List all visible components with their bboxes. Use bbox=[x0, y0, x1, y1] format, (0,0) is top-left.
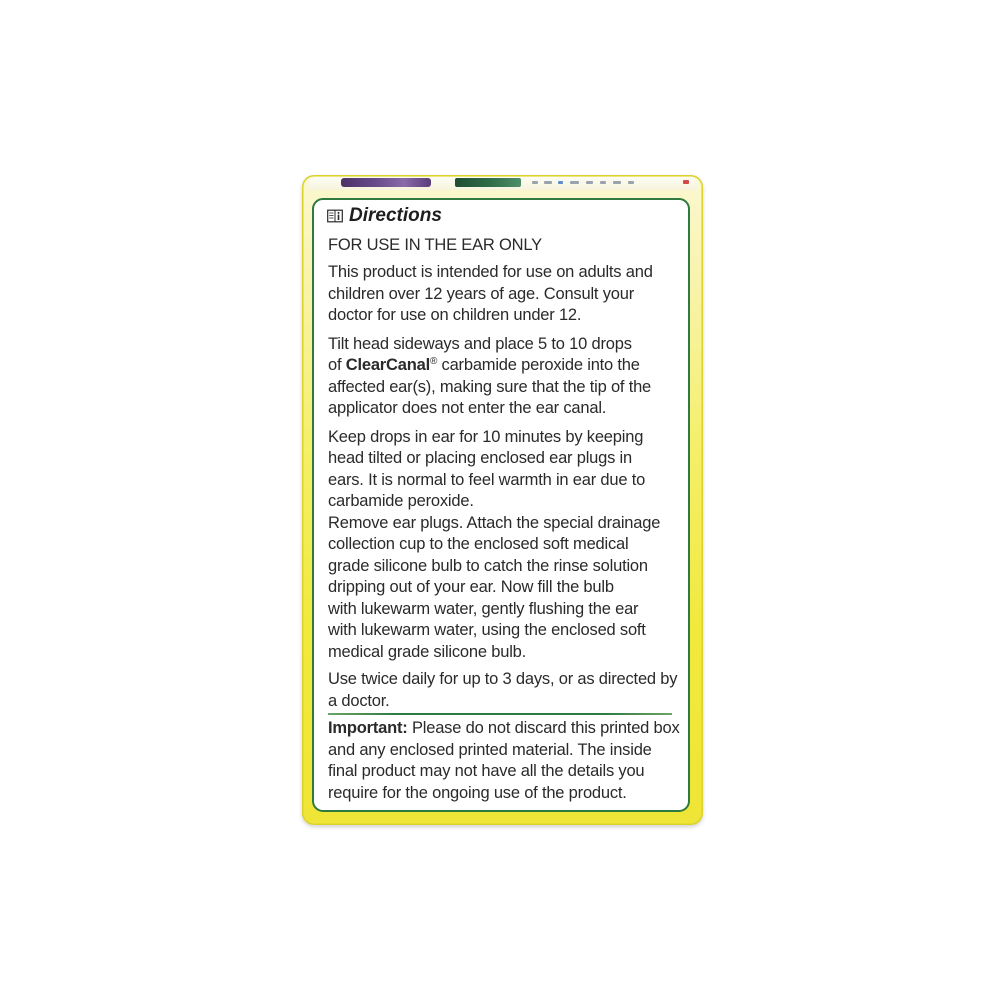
section-divider bbox=[328, 713, 672, 715]
text-line: ears. It is normal to feel warmth in ear due to bbox=[328, 470, 646, 489]
flap-purple-graphic bbox=[341, 178, 431, 187]
text-segment: Please do not discard this printed box bbox=[407, 719, 680, 738]
flap-symbol-mark bbox=[544, 181, 552, 184]
text-line: applicator does not enter the ear canal. bbox=[328, 399, 607, 417]
flap-symbol-mark bbox=[586, 181, 593, 184]
flap-red-mark bbox=[683, 180, 689, 184]
directions-title: Directions bbox=[349, 205, 442, 226]
registered-mark: ® bbox=[429, 356, 438, 367]
flap-symbol-mark bbox=[532, 181, 538, 184]
text-line: affected ear(s), making sure that the tip of the bbox=[328, 377, 652, 396]
flap-symbol-mark bbox=[613, 181, 621, 184]
text-line: Remove ear plugs. Attach the special drainage bbox=[328, 513, 661, 532]
text-segment: of bbox=[328, 356, 346, 374]
text-segment: carbamide peroxide into the bbox=[437, 356, 640, 374]
rinse-paragraph bbox=[328, 513, 680, 664]
brand-name: ClearCanal bbox=[345, 356, 430, 374]
intro-paragraph bbox=[328, 262, 680, 327]
text-line: children over 12 years of age. Consult your bbox=[328, 284, 634, 303]
product-box-back bbox=[302, 175, 703, 825]
info-stem bbox=[338, 215, 340, 220]
text-line: doctor for use on children under 12. bbox=[328, 306, 582, 324]
important-notice bbox=[328, 718, 680, 804]
usage-note: FOR USE IN THE EAR ONLY bbox=[328, 236, 542, 254]
top-flap-strip bbox=[308, 177, 697, 190]
frequency-paragraph bbox=[328, 669, 680, 712]
flap-symbol-mark bbox=[600, 181, 606, 184]
text-line: require for the ongoing use of the product. bbox=[328, 783, 627, 802]
text-line: with lukewarm water, using the enclosed soft bbox=[328, 621, 646, 639]
text-line: Tilt head sideways and place 5 to 10 drops bbox=[328, 334, 632, 353]
flap-symbol-mark bbox=[558, 181, 563, 184]
flap-green-graphic bbox=[455, 178, 521, 187]
text-line: final product may not have all the details you bbox=[328, 762, 645, 781]
important-first-line bbox=[328, 718, 680, 740]
text-line: Keep drops in ear for 10 minutes by keeping bbox=[328, 427, 644, 446]
text-line: and any enclosed printed material. The inside bbox=[328, 740, 652, 759]
directions-panel bbox=[312, 198, 690, 812]
text-line: Use twice daily for up to 3 days, or as directed by bbox=[328, 670, 678, 688]
text-line: with lukewarm water, gently flushing the ear bbox=[328, 599, 639, 618]
soak-paragraph bbox=[328, 427, 680, 513]
important-label: Important: bbox=[328, 719, 408, 738]
text-line: grade silicone bulb to catch the rinse solution bbox=[328, 556, 648, 575]
info-dot bbox=[338, 212, 340, 214]
text-line: collection cup to the enclosed soft medical bbox=[328, 535, 629, 553]
directions-body bbox=[328, 235, 680, 804]
flap-symbol-mark bbox=[570, 181, 579, 184]
text-line: carbamide peroxide. bbox=[328, 492, 474, 510]
directions-header bbox=[327, 204, 442, 228]
text-line-with-brand bbox=[328, 355, 680, 377]
text-line: a doctor. bbox=[328, 691, 390, 710]
text-line: medical grade silicone bulb. bbox=[328, 642, 527, 661]
apply-drops-paragraph bbox=[328, 334, 680, 420]
info-booklet-icon bbox=[327, 209, 343, 223]
text-line: dripping out of your ear. Now fill the bulb bbox=[328, 578, 614, 596]
text-line: This product is intended for use on adults and bbox=[328, 263, 653, 281]
flap-symbol-mark bbox=[628, 181, 634, 184]
text-line: head tilted or placing enclosed ear plugs in bbox=[328, 449, 632, 467]
